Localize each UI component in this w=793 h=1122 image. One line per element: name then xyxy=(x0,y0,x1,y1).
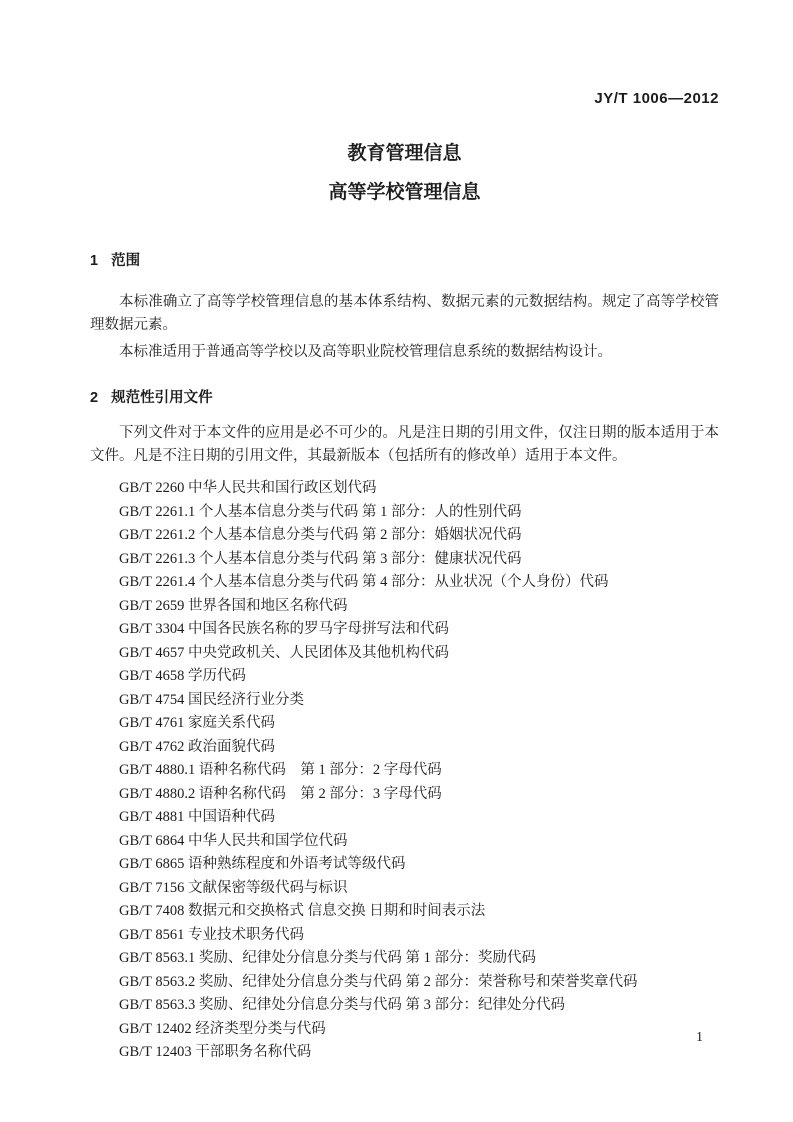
document-title-line1: 教育管理信息 xyxy=(347,143,462,164)
reference-item: GB/T 4881 中国语种代码 xyxy=(119,809,276,825)
reference-item: GB/T 12402 经济类型分类与代码 xyxy=(119,1020,326,1037)
reference-item: GB/T 2261.3 个人基本信息分类与代码 第 3 部分：健康状况代码 xyxy=(119,550,522,567)
reference-item: GB/T 4762 政治面貌代码 xyxy=(119,738,276,755)
section-2-number: 2 xyxy=(90,390,99,406)
standard-number: JY/T 1006—2012 xyxy=(594,90,719,107)
reference-item: GB/T 4657 中央党政机关、人民团体及其他机构代码 xyxy=(119,644,450,661)
section-normative-references xyxy=(90,388,719,1065)
reference-item: GB/T 2261.4 个人基本信息分类与代码 第 4 部分：从业状况（个人身份）代码 xyxy=(119,574,609,590)
reference-item: GB/T 2659 世界各国和地区名称代码 xyxy=(119,597,348,614)
reference-item: GB/T 8563.2 奖励、纪律处分信息分类与代码 第 2 部分：荣誉称号和荣誉奖章代码 xyxy=(119,973,638,990)
page-number: 1 xyxy=(696,1030,703,1045)
reference-item: GB/T 8563.3 奖励、纪律处分信息分类与代码 第 3 部分：纪律处分代码 xyxy=(119,997,566,1013)
reference-item: GB/T 4658 学历代码 xyxy=(119,668,247,684)
reference-item: GB/T 2261.2 个人基本信息分类与代码 第 2 部分：婚姻状况代码 xyxy=(119,527,522,543)
reference-item: GB/T 2261.1 个人基本信息分类与代码 第 1 部分：人的性别代码 xyxy=(119,503,522,520)
section-1-heading xyxy=(90,251,719,271)
section-1-number: 1 xyxy=(90,253,99,269)
reference-item: GB/T 12403 干部职务名称代码 xyxy=(119,1044,312,1060)
reference-item: GB/T 4880.1 语种名称代码 第 1 部分：2 字母代码 xyxy=(119,762,442,778)
reference-item: GB/T 6864 中华人民共和国学位代码 xyxy=(119,832,348,849)
reference-item: GB/T 2260 中华人民共和国行政区划代码 xyxy=(119,480,377,496)
reference-item: GB/T 4880.2 语种名称代码 第 2 部分：3 字母代码 xyxy=(119,785,442,802)
reference-item: GB/T 6865 语种熟练程度和外语考试等级代码 xyxy=(119,856,406,872)
paragraph: 本标准确立了高等学校管理信息的基本体系结构、数据元素的元数据结构。规定了高等学校管理数据元素。 xyxy=(90,294,719,333)
reference-item: GB/T 8561 专业技术职务代码 xyxy=(119,926,305,943)
section-2-heading xyxy=(90,388,719,408)
section-2-title: 规范性引用文件 xyxy=(111,390,213,406)
reference-item: GB/T 7156 文献保密等级代码与标识 xyxy=(119,879,348,896)
section-1-title: 范围 xyxy=(111,253,141,269)
references-list xyxy=(90,477,719,1065)
reference-item: GB/T 4754 国民经济行业分类 xyxy=(119,691,305,708)
reference-item: GB/T 8563.1 奖励、纪律处分信息分类与代码 第 1 部分：奖励代码 xyxy=(119,950,537,966)
document-title-line2: 高等学校管理信息 xyxy=(328,182,481,203)
reference-item: GB/T 7408 数据元和交换格式 信息交换 日期和时间表示法 xyxy=(119,903,486,919)
paragraph: 本标准适用于普通高等学校以及高等职业院校管理信息系统的数据结构设计。 xyxy=(119,344,612,360)
reference-item: GB/T 3304 中国各民族名称的罗马字母拼写法和代码 xyxy=(119,621,450,637)
reference-item: GB/T 4761 家庭关系代码 xyxy=(119,715,276,731)
section-scope xyxy=(90,251,719,364)
paragraph: 下列文件对于本文件的应用是必不可少的。凡是注日期的引用文件，仅注日期的版本适用于本文件。凡是不注日期的引用文件，其最新版本（包括所有的修改单）适用于本文件。 xyxy=(90,425,719,464)
document-page xyxy=(90,0,719,1065)
